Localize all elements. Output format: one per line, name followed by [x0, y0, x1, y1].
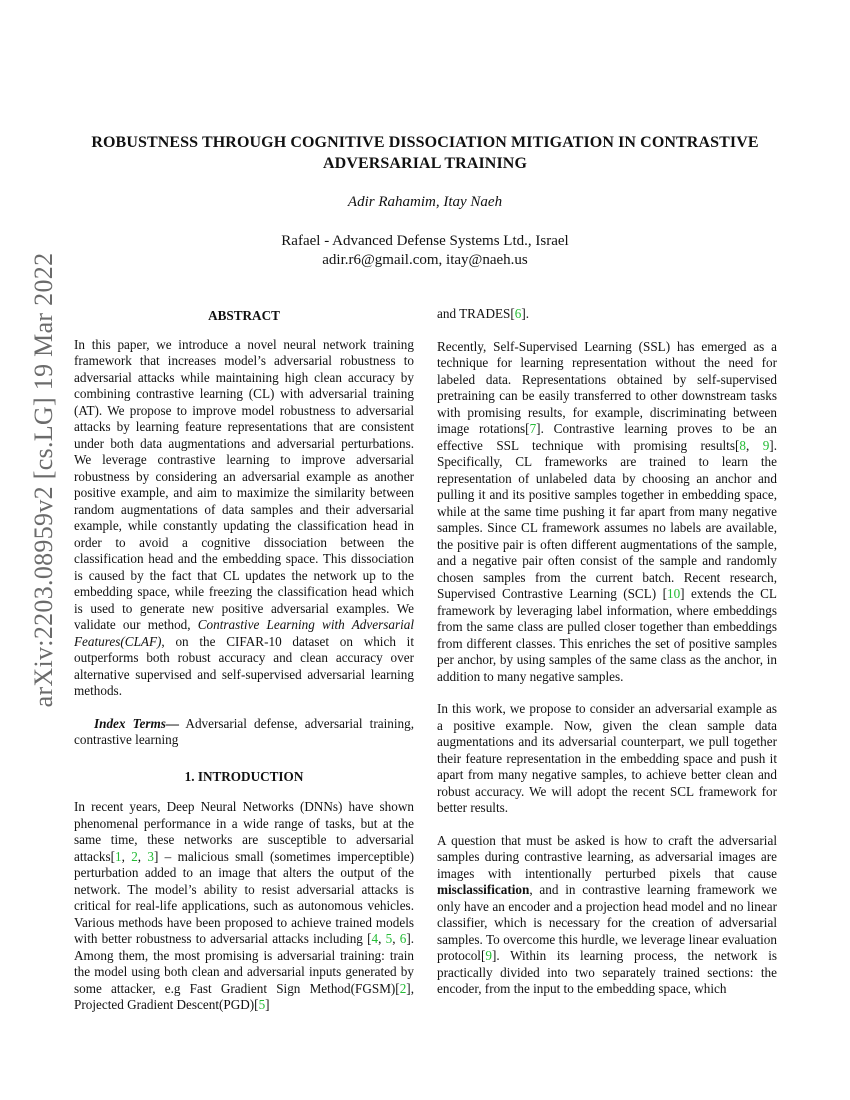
index-terms: Index Terms— Adversarial defense, adversarial training, contrastive learning: [74, 715, 414, 747]
paragraph-this-work: In this work, we propose to consider an adversarial example as a positive example. Now, given the clean sample data augmentations and its adversarial counterpart, we pull together their feature representation in the embedding space and push it apart from many negative samples, to achieve better clean and robust accuracy. We will adopt the recent SCL framework for better results.: [437, 701, 777, 815]
citation-link[interactable]: 7: [529, 421, 537, 436]
citation-link[interactable]: 2: [399, 980, 407, 996]
bold-term: misclassification: [437, 882, 530, 897]
method-name: Contrastive Learning with Adversarial Features(CLAF): [74, 617, 414, 649]
citation-link[interactable]: 5: [258, 997, 266, 1012]
title-line-1: ROBUSTNESS THROUGH COGNITIVE DISSOCIATION MITIGATION IN CONTRASTIVE: [91, 134, 759, 151]
citation-link[interactable]: 9: [485, 948, 492, 963]
authors: Adir Rahamim, Itay Naeh: [347, 194, 503, 210]
emails: adir.r6@gmail.com, itay@naeh.us: [322, 252, 528, 268]
citation-link[interactable]: 2: [131, 848, 138, 864]
introduction-paragraph: In recent years, Deep Neural Networks (DNNs) have shown phenomenal performance in a wide range of tasks, but at the same time, these networks are susceptible to adversarial attacks[1, 2, 3] – malicious small (sometimes imperceptible) perturbation added to an image that alters the output of the network. The model’s ability to resist adversarial attacks is critical for real-life applications, such as autonomous vehicles. Various methods have been proposed to achieve trained models with better robustness to adversarial attacks including [4, 5, 6]. Among them, the most promising is adversarial training: train the model using both clean and adversarial inputs generated by some attacker, e.g Fast Gradient Sign Method(FGSM)[2], Projected Gradient Descent(PGD)[5]: [74, 799, 415, 1012]
right-column: [437, 306, 777, 1014]
left-column: [74, 308, 414, 1030]
arxiv-identifier: arXiv:2203.08959v2 [cs.LG] 19 Mar 2022: [29, 252, 58, 708]
citation-link[interactable]: 4: [371, 931, 379, 946]
citation-link[interactable]: 5: [385, 931, 393, 946]
affiliation-block: [60, 232, 790, 270]
citation-link[interactable]: 10: [666, 586, 681, 601]
citation-link[interactable]: 6: [399, 931, 407, 946]
citation-link[interactable]: 3: [147, 848, 154, 864]
citation-link[interactable]: 9: [762, 437, 770, 453]
citation-link[interactable]: 6: [514, 306, 522, 321]
paper-title: [60, 132, 790, 174]
index-terms-label: Index Terms—: [94, 715, 180, 731]
abstract-text: In this paper, we introduce a novel neural network training framework that increases model’s adversarial robustness to adversarial attacks while maintaining high clean accuracy by combining contrastive learning (CL) with adversarial training (AT). We propose to improve model robustness to adversarial attacks by learning feature representations that are consistent under both data augmentations and adversarial perturbations. We leverage contrastive learning to improve adversarial robustness by considering an adversarial example as another positive example, and aim to maximize the similarity between random augmentations of data samples and their adversarial example, while constantly updating the classification head in order to avoid a cognitive dissociation between the classification head and the embedding space. This dissociation is caused by the fact that CL updates the network up to the embedding space, while freezing the classification head which is used to generate new positive adversarial examples. We validate our method, Contrastive Learning with Adversarial Features(CLAF), on the CIFAR-10 dataset on which it outperforms both robust accuracy and clean accuracy over alternative supervised and self-supervised adversarial learning methods.: [74, 336, 414, 698]
affiliation: Rafael - Advanced Defense Systems Ltd., Israel: [281, 233, 569, 249]
title-line-2: ADVERSARIAL TRAINING: [323, 155, 527, 172]
paragraph-trades: and TRADES[6].: [437, 306, 530, 321]
paragraph-crafting-question: A question that must be asked is how to craft the adversarial samples during contrastive learning, as adversarial images are images with intentionally perturbed pixels that cause misclassification, and in contrastive learning framework we only have an encoder and a projection head model and no linear classifier, which is necessary for the creation of adversarial samples. To overcome this hurdle, we leverage linear evaluation protocol[9]. Within its learning process, the network is practically divided into two separately trained sections: the encoder, from the input to the embedding space, which: [437, 832, 777, 996]
citation-link[interactable]: 1: [115, 848, 122, 864]
citation-link[interactable]: 8: [739, 437, 746, 453]
abstract-heading: ABSTRACT: [208, 308, 280, 323]
introduction-heading: 1. INTRODUCTION: [184, 768, 304, 784]
paragraph-ssl: Recently, Self-Supervised Learning (SSL) has emerged as a technique for learning representation without the need for labeled data. Representations obtained by self-supervised pretraining can be easily transferred to other downstream tasks with promising results, for example, discriminating between image rotations[7]. Contrastive learning proves to be an effective SSL technique with promising results[8, 9]. Specifically, CL frameworks are trained to learn the representation of unlabeled data by choosing an anchor and pulling it and its positive samples together in embedding space, while at the same time pushing it far apart from many negative samples. Since CL framework assumes no labels are available, the positive pair is often different augmentations of the sample, and a negative pair often consist of the sample and randomly chosen samples from the current batch. Recent research, Supervised Contrastive Learning (SCL) [10] extends the CL framework by leveraging label information, where embeddings from the same class are pulled closer together than embeddings from different classes. This enriches the set of positive samples per anchor, by using samples of the same class as the anchor, in addition to many negative samples.: [437, 338, 777, 684]
